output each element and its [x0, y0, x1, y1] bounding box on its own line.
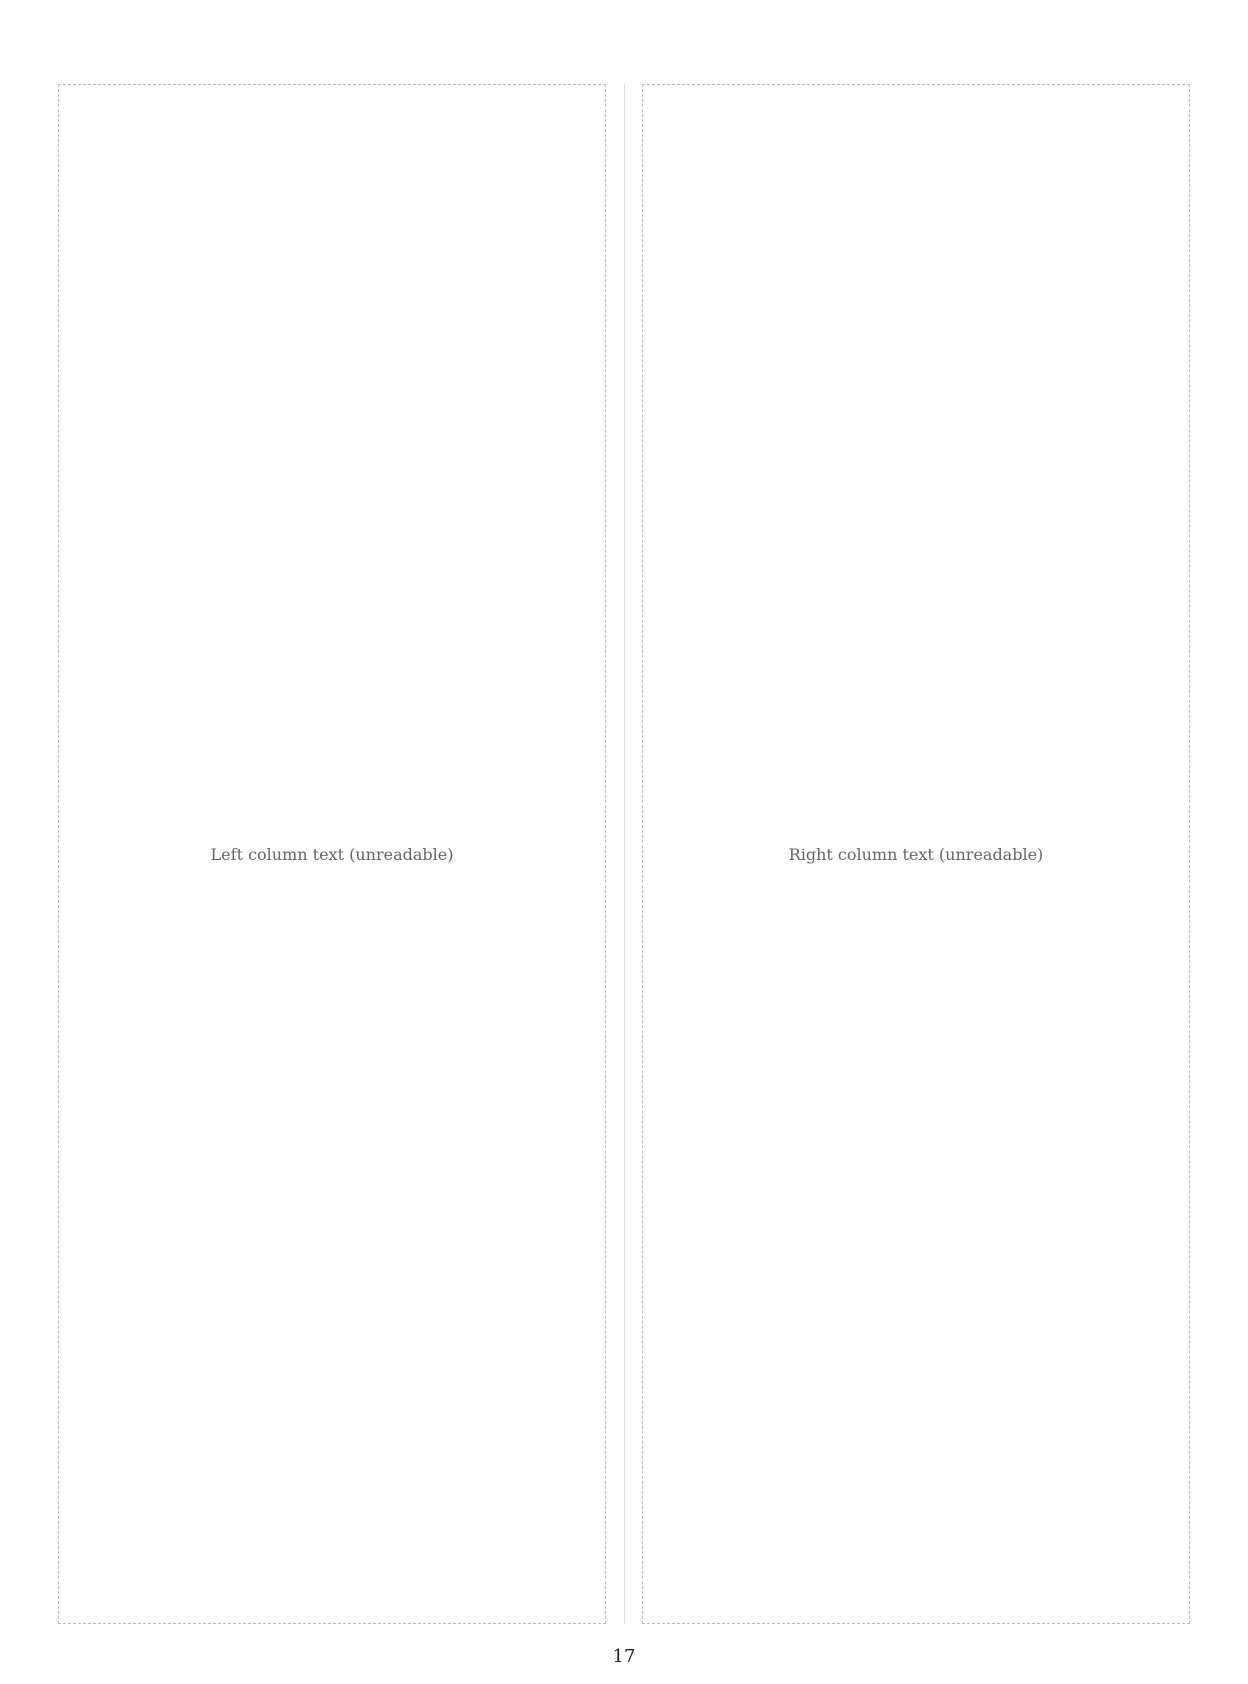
- right-column-placeholder: [642, 84, 1190, 1624]
- page-number: 17: [612, 1646, 636, 1667]
- column-divider: [624, 84, 625, 1624]
- left-column-label: Left column text (unreadable): [210, 844, 454, 864]
- right-column-label: Right column text (unreadable): [788, 844, 1044, 864]
- left-column-placeholder: [58, 84, 606, 1624]
